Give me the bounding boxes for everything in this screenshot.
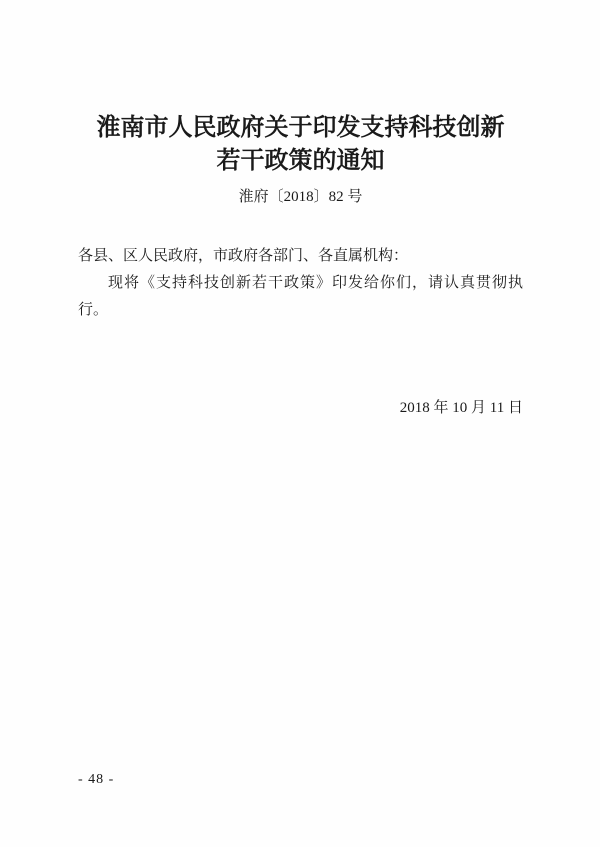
document-title	[78, 112, 523, 178]
salutation-line: 各县、区人民政府，市政府各部门、各直属机构：	[78, 248, 409, 264]
document-number: 淮府〔2018〕82 号	[238, 189, 363, 205]
document-title-line2: 若干政策的通知	[216, 148, 385, 174]
document-title-line1: 淮南市人民政府关于印发支持科技创新	[96, 115, 505, 141]
page-number: - 48 -	[78, 772, 115, 787]
document-body	[78, 243, 523, 324]
issue-date: 2018 年 10 月 11 日	[399, 400, 523, 416]
body-paragraph: 现将《支持科技创新若干政策》印发给你们，请认真贯彻执行。	[78, 275, 523, 318]
